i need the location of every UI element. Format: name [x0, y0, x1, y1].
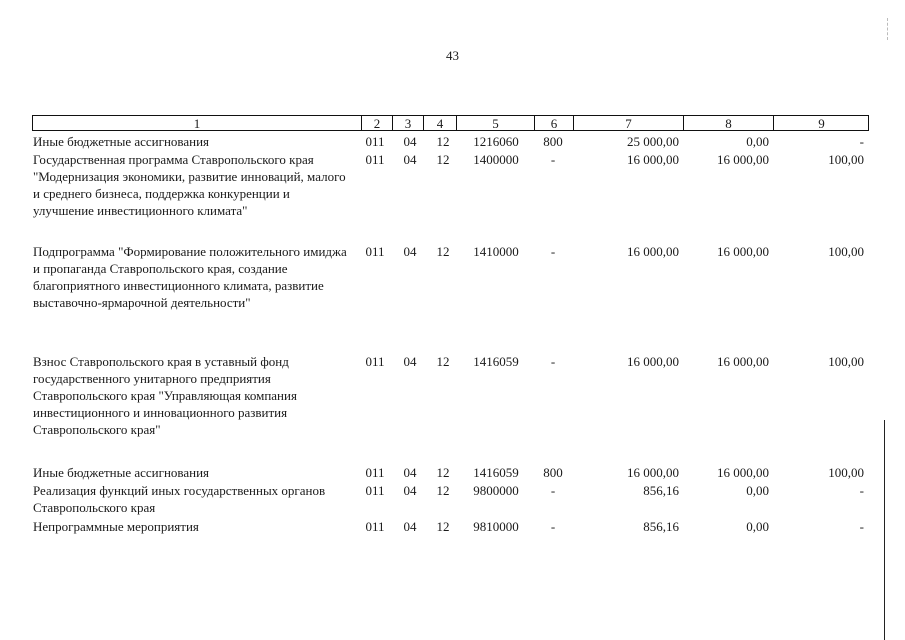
table-header — [32, 115, 869, 131]
header-col-2: 2 — [361, 116, 392, 130]
row-col-5: 9800000 — [473, 483, 519, 498]
row-col-7: 856,16 — [643, 519, 679, 534]
row-col-8: 16 000,00 — [717, 465, 769, 480]
row-name: Взнос Ставропольского края в уставный фонд государственного унитарного предприятия Ставропольского края "Управляющая компания инвестиционного и инновационного развития Ставропольского края" — [33, 354, 297, 437]
row-col-5: 9810000 — [473, 519, 519, 534]
row-col-5: 1416059 — [473, 465, 519, 480]
row-name: Иные бюджетные ассигнования — [33, 134, 210, 149]
row-col-5: 1416059 — [473, 354, 519, 369]
row-name: Непрограммные мероприятия — [33, 519, 199, 534]
row-col-9: 100,00 — [828, 465, 864, 480]
row-name: Государственная программа Ставропольского края "Модернизация экономики, развитие инноваций, малого и среднего бизнеса, поддержка конкуренции и улучшение инвестиционного климата" — [33, 152, 346, 218]
header-col-6: 6 — [534, 116, 573, 130]
page-number: 43 — [446, 48, 459, 63]
row-col-2: 011 — [365, 354, 385, 369]
row-col-3: 04 — [403, 244, 417, 259]
row-col-9: - — [859, 483, 864, 498]
row-col-7: 16 000,00 — [627, 354, 679, 369]
row-col-5: 1410000 — [473, 244, 519, 259]
row-col-4: 12 — [436, 152, 450, 167]
row-col-3: 04 — [403, 465, 417, 480]
row-col-8: 16 000,00 — [717, 354, 769, 369]
row-col-2: 011 — [365, 244, 385, 259]
row-col-2: 011 — [365, 483, 385, 498]
row-name: Реализация функций иных государственных органов Ставропольского края — [33, 483, 326, 515]
row-col-6: - — [550, 354, 556, 369]
row-col-2: 011 — [365, 134, 385, 149]
row-col-8: 16 000,00 — [717, 244, 769, 259]
scan-edge-mark — [887, 18, 889, 40]
row-col-9: - — [859, 519, 864, 534]
header-col-7: 7 — [573, 116, 683, 130]
row-col-3: 04 — [403, 134, 417, 149]
row-name: Подпрограмма "Формирование положительного имиджа и пропаганда Ставропольского края, создание благоприятного инвестиционного климата, развитие выставочно-ярмарочной деятельности" — [33, 244, 347, 310]
row-col-4: 12 — [436, 465, 450, 480]
row-col-3: 04 — [403, 354, 417, 369]
row-col-7: 16 000,00 — [627, 465, 679, 480]
scan-edge-line — [884, 420, 885, 640]
row-col-6: 800 — [543, 134, 563, 149]
row-col-2: 011 — [365, 465, 385, 480]
row-col-6: - — [550, 483, 556, 498]
row-col-5: 1400000 — [473, 152, 519, 167]
header-col-9: 9 — [773, 116, 869, 130]
row-col-7: 16 000,00 — [627, 244, 679, 259]
header-col-5: 5 — [456, 116, 534, 130]
row-col-4: 12 — [436, 483, 450, 498]
row-col-7: 16 000,00 — [627, 152, 679, 167]
header-col-8: 8 — [683, 116, 773, 130]
row-col-4: 12 — [436, 244, 450, 259]
row-col-6: - — [550, 519, 556, 534]
row-name: Иные бюджетные ассигнования — [33, 465, 210, 480]
row-col-4: 12 — [436, 354, 450, 369]
row-col-9: - — [859, 134, 864, 149]
row-col-2: 011 — [365, 519, 385, 534]
header-col-3: 3 — [392, 116, 423, 130]
row-col-9: 100,00 — [828, 152, 864, 167]
row-col-4: 12 — [436, 134, 450, 149]
row-col-6: - — [550, 244, 556, 259]
row-col-3: 04 — [403, 152, 417, 167]
row-col-4: 12 — [436, 519, 450, 534]
row-col-3: 04 — [403, 483, 417, 498]
row-col-6: - — [550, 152, 556, 167]
header-col-4: 4 — [423, 116, 456, 130]
row-col-8: 0,00 — [746, 134, 769, 149]
row-col-9: 100,00 — [828, 354, 864, 369]
row-col-9: 100,00 — [828, 244, 864, 259]
row-col-8: 0,00 — [746, 519, 769, 534]
header-col-1: 1 — [193, 116, 201, 131]
row-col-8: 16 000,00 — [717, 152, 769, 167]
row-col-3: 04 — [403, 519, 417, 534]
row-col-7: 856,16 — [643, 483, 679, 498]
row-col-5: 1216060 — [473, 134, 519, 149]
row-col-6: 800 — [543, 465, 563, 480]
row-col-8: 0,00 — [746, 483, 769, 498]
row-col-7: 25 000,00 — [627, 134, 679, 149]
row-col-2: 011 — [365, 152, 385, 167]
